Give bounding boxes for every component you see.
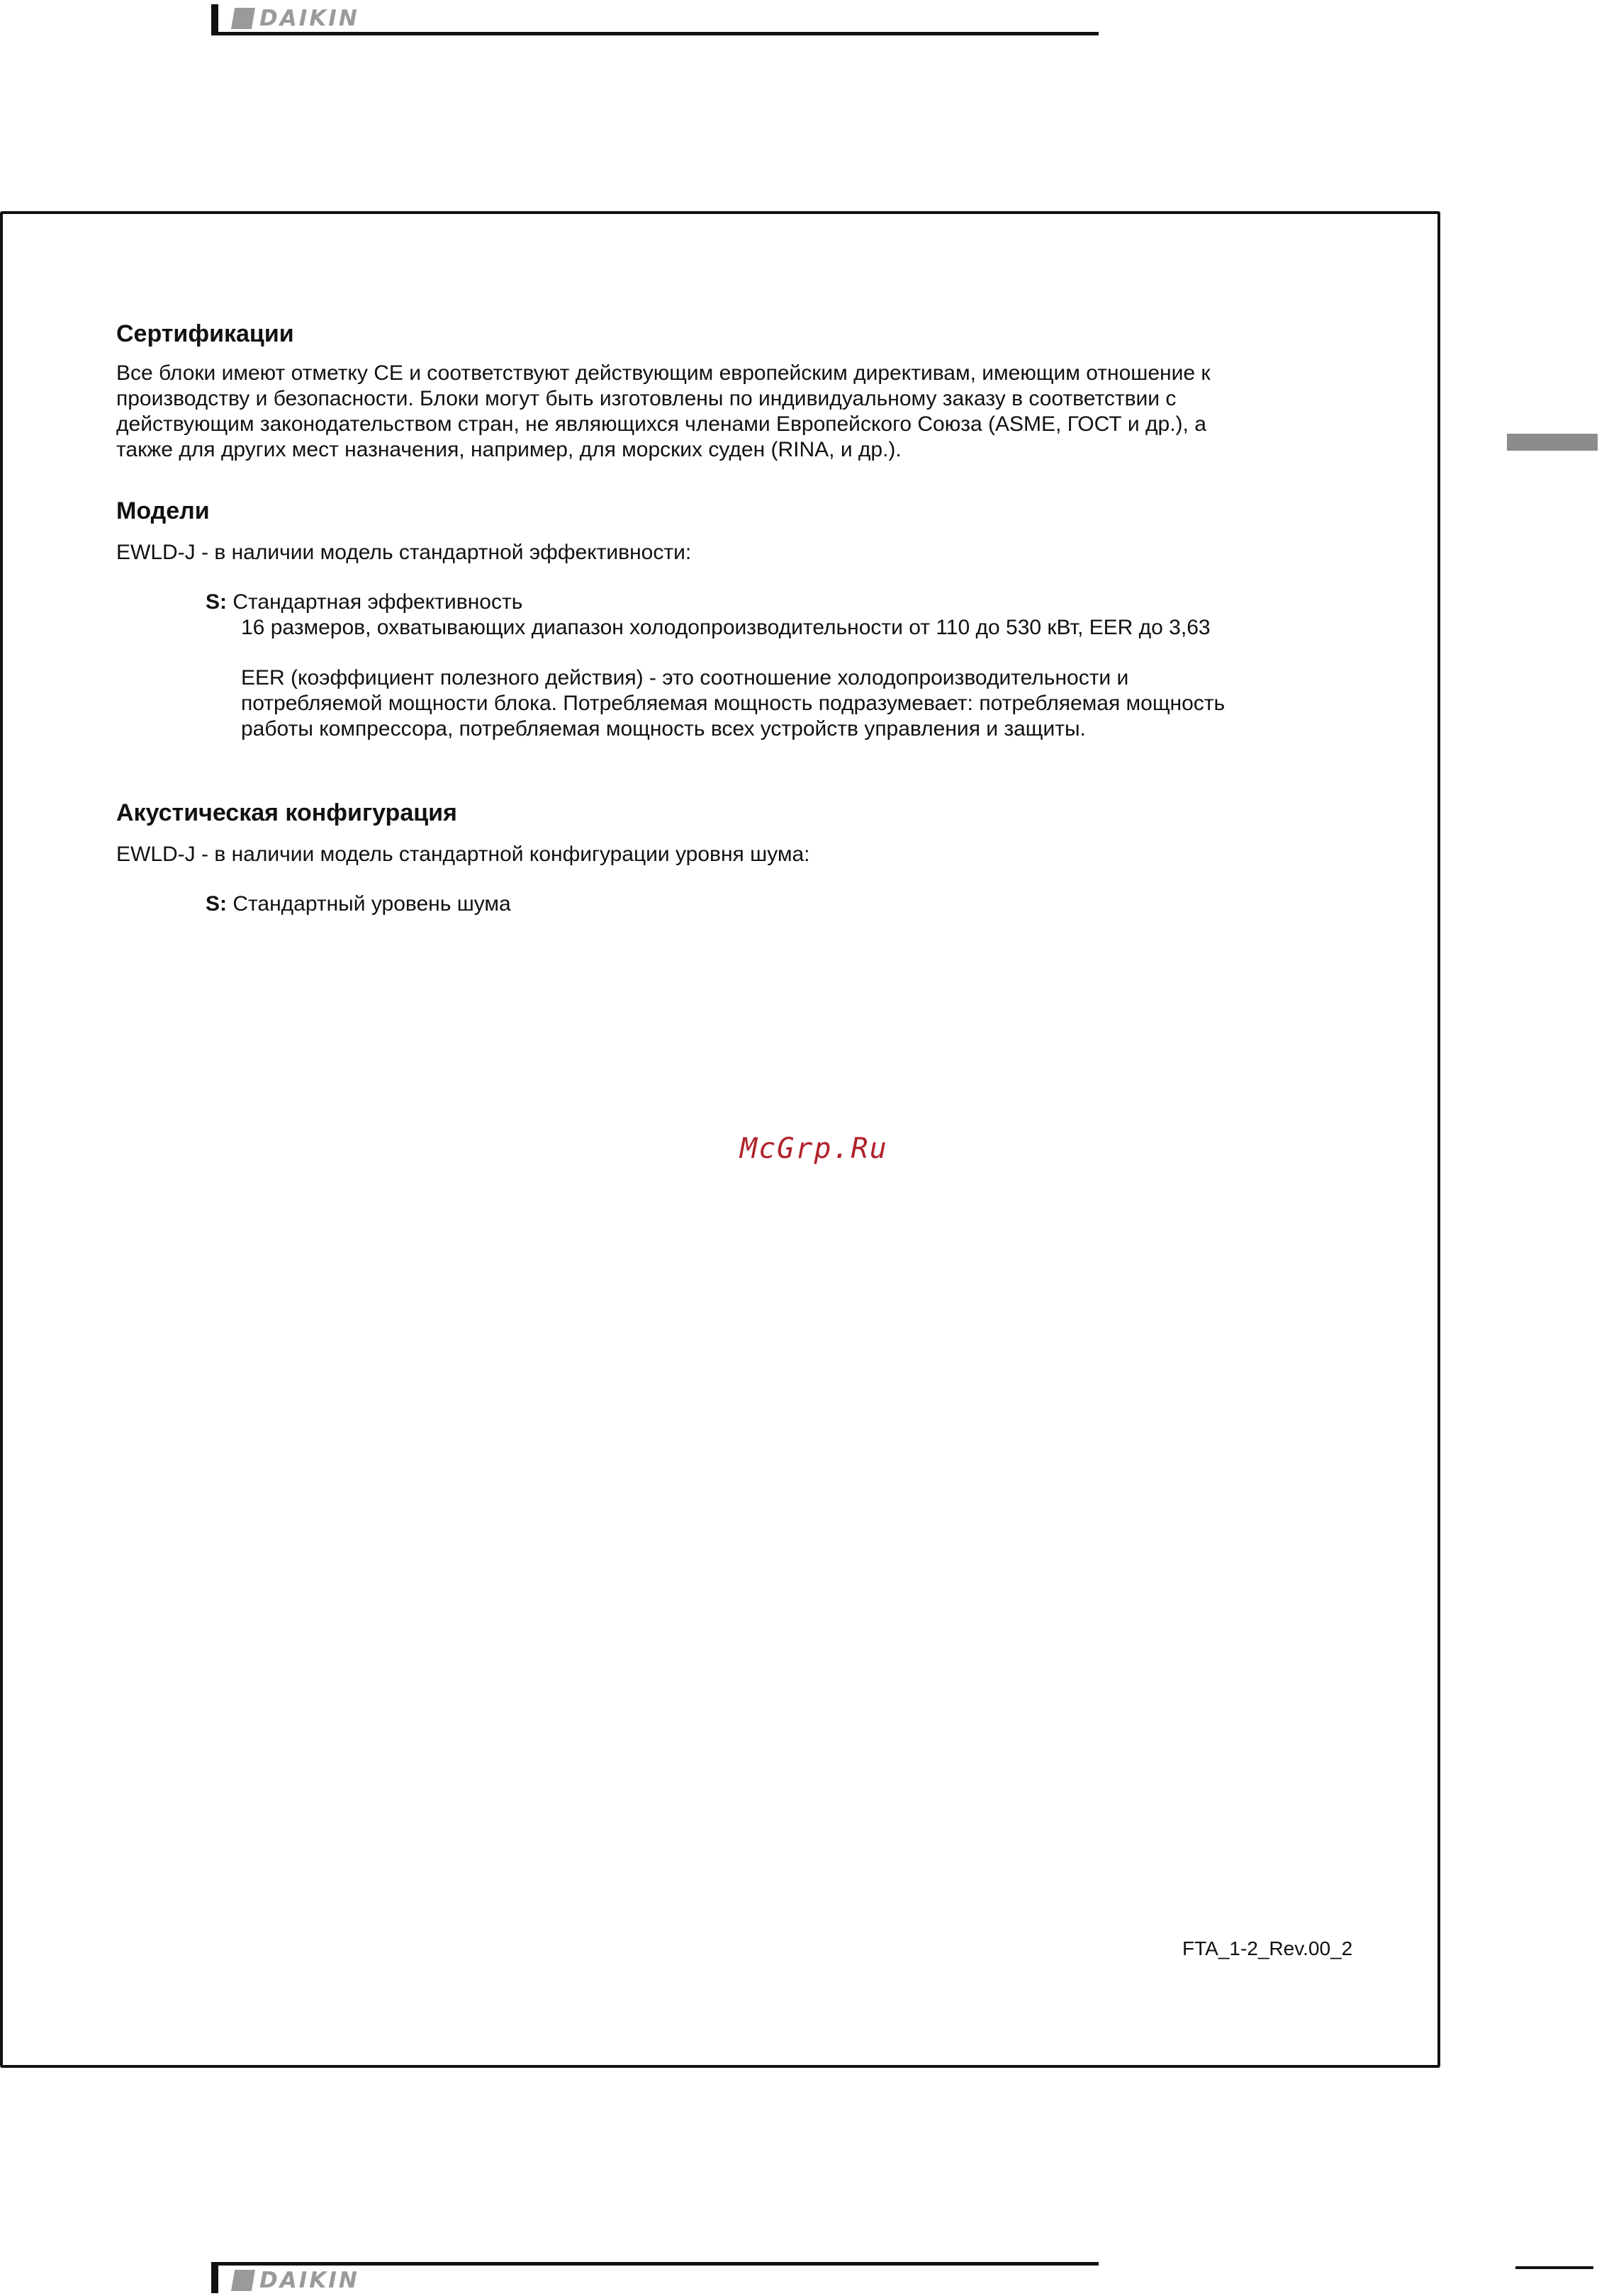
daikin-logo-footer <box>231 2268 359 2293</box>
certifications-line-1: Все блоки имеют отметку CE и соответствуют действующим европейским директивам, имеющим отношение к <box>116 361 1211 385</box>
models-heading: Модели <box>116 497 210 524</box>
footer-brand-bar <box>211 2262 1099 2293</box>
models-item-key: S: <box>206 590 227 614</box>
acoustic-item <box>206 891 511 917</box>
eer-line-2: потребляемой мощности блока. Потребляемая мощность подразумевает: потребляемая мощность <box>241 692 1226 715</box>
acoustic-intro: EWLD-J - в наличии модель стандартной конфигурации уровня шума: <box>116 843 810 866</box>
models-item-detail: 16 размеров, охватывающих диапазон холодопроизводительности от 110 до 530 кВт, EER до 3,63 <box>241 616 1211 639</box>
document-code: FTA_1-2_Rev.00_2 <box>1182 1937 1353 1959</box>
models-intro: EWLD-J - в наличии модель стандартной эффективности: <box>116 541 692 564</box>
certifications-line-4: также для других мест назначения, например, для морских суден (RINA, и др.). <box>116 438 902 461</box>
certifications-line-2: производству и безопасности. Блоки могут быть изготовлены по индивидуальному заказу в соответствии с <box>116 387 1177 410</box>
certifications-line-3: действующим законодательством стран, не являющихся членами Европейского Союза (ASME, ГОСТ и др.), а <box>116 412 1206 436</box>
certifications-heading: Сертификации <box>116 320 294 347</box>
daikin-logo <box>231 6 359 31</box>
acoustic-item-label: Стандартный уровень шума <box>232 892 511 916</box>
side-section-tab <box>1507 434 1598 451</box>
footer-rule <box>211 2262 1099 2266</box>
daikin-logo-text: DAIKIN <box>259 6 359 31</box>
content-frame <box>0 211 1440 2068</box>
header-brand-bar <box>211 4 1099 35</box>
models-item <box>206 590 522 615</box>
header-tick-mark <box>211 4 218 33</box>
eer-line-3: работы компрессора, потребляемая мощность всех устройств управления и защиты. <box>241 717 1086 741</box>
daikin-logo-footer-text: DAIKIN <box>259 2268 359 2293</box>
acoustic-heading: Акустическая конфигурация <box>116 799 457 826</box>
footer-page-line <box>1515 2266 1593 2269</box>
daikin-logo-footer-icon <box>231 2270 255 2291</box>
daikin-logo-icon <box>231 8 255 29</box>
models-item-label: Стандартная эффективность <box>232 590 523 614</box>
acoustic-item-key: S: <box>206 892 227 916</box>
footer-tick-mark <box>211 2265 218 2293</box>
header-rule <box>211 32 1099 35</box>
eer-line-1: EER (коэффициент полезного действия) - это соотношение холодопроизводительности и <box>241 666 1129 690</box>
watermark-text: McGrp.Ru <box>740 1132 888 1165</box>
